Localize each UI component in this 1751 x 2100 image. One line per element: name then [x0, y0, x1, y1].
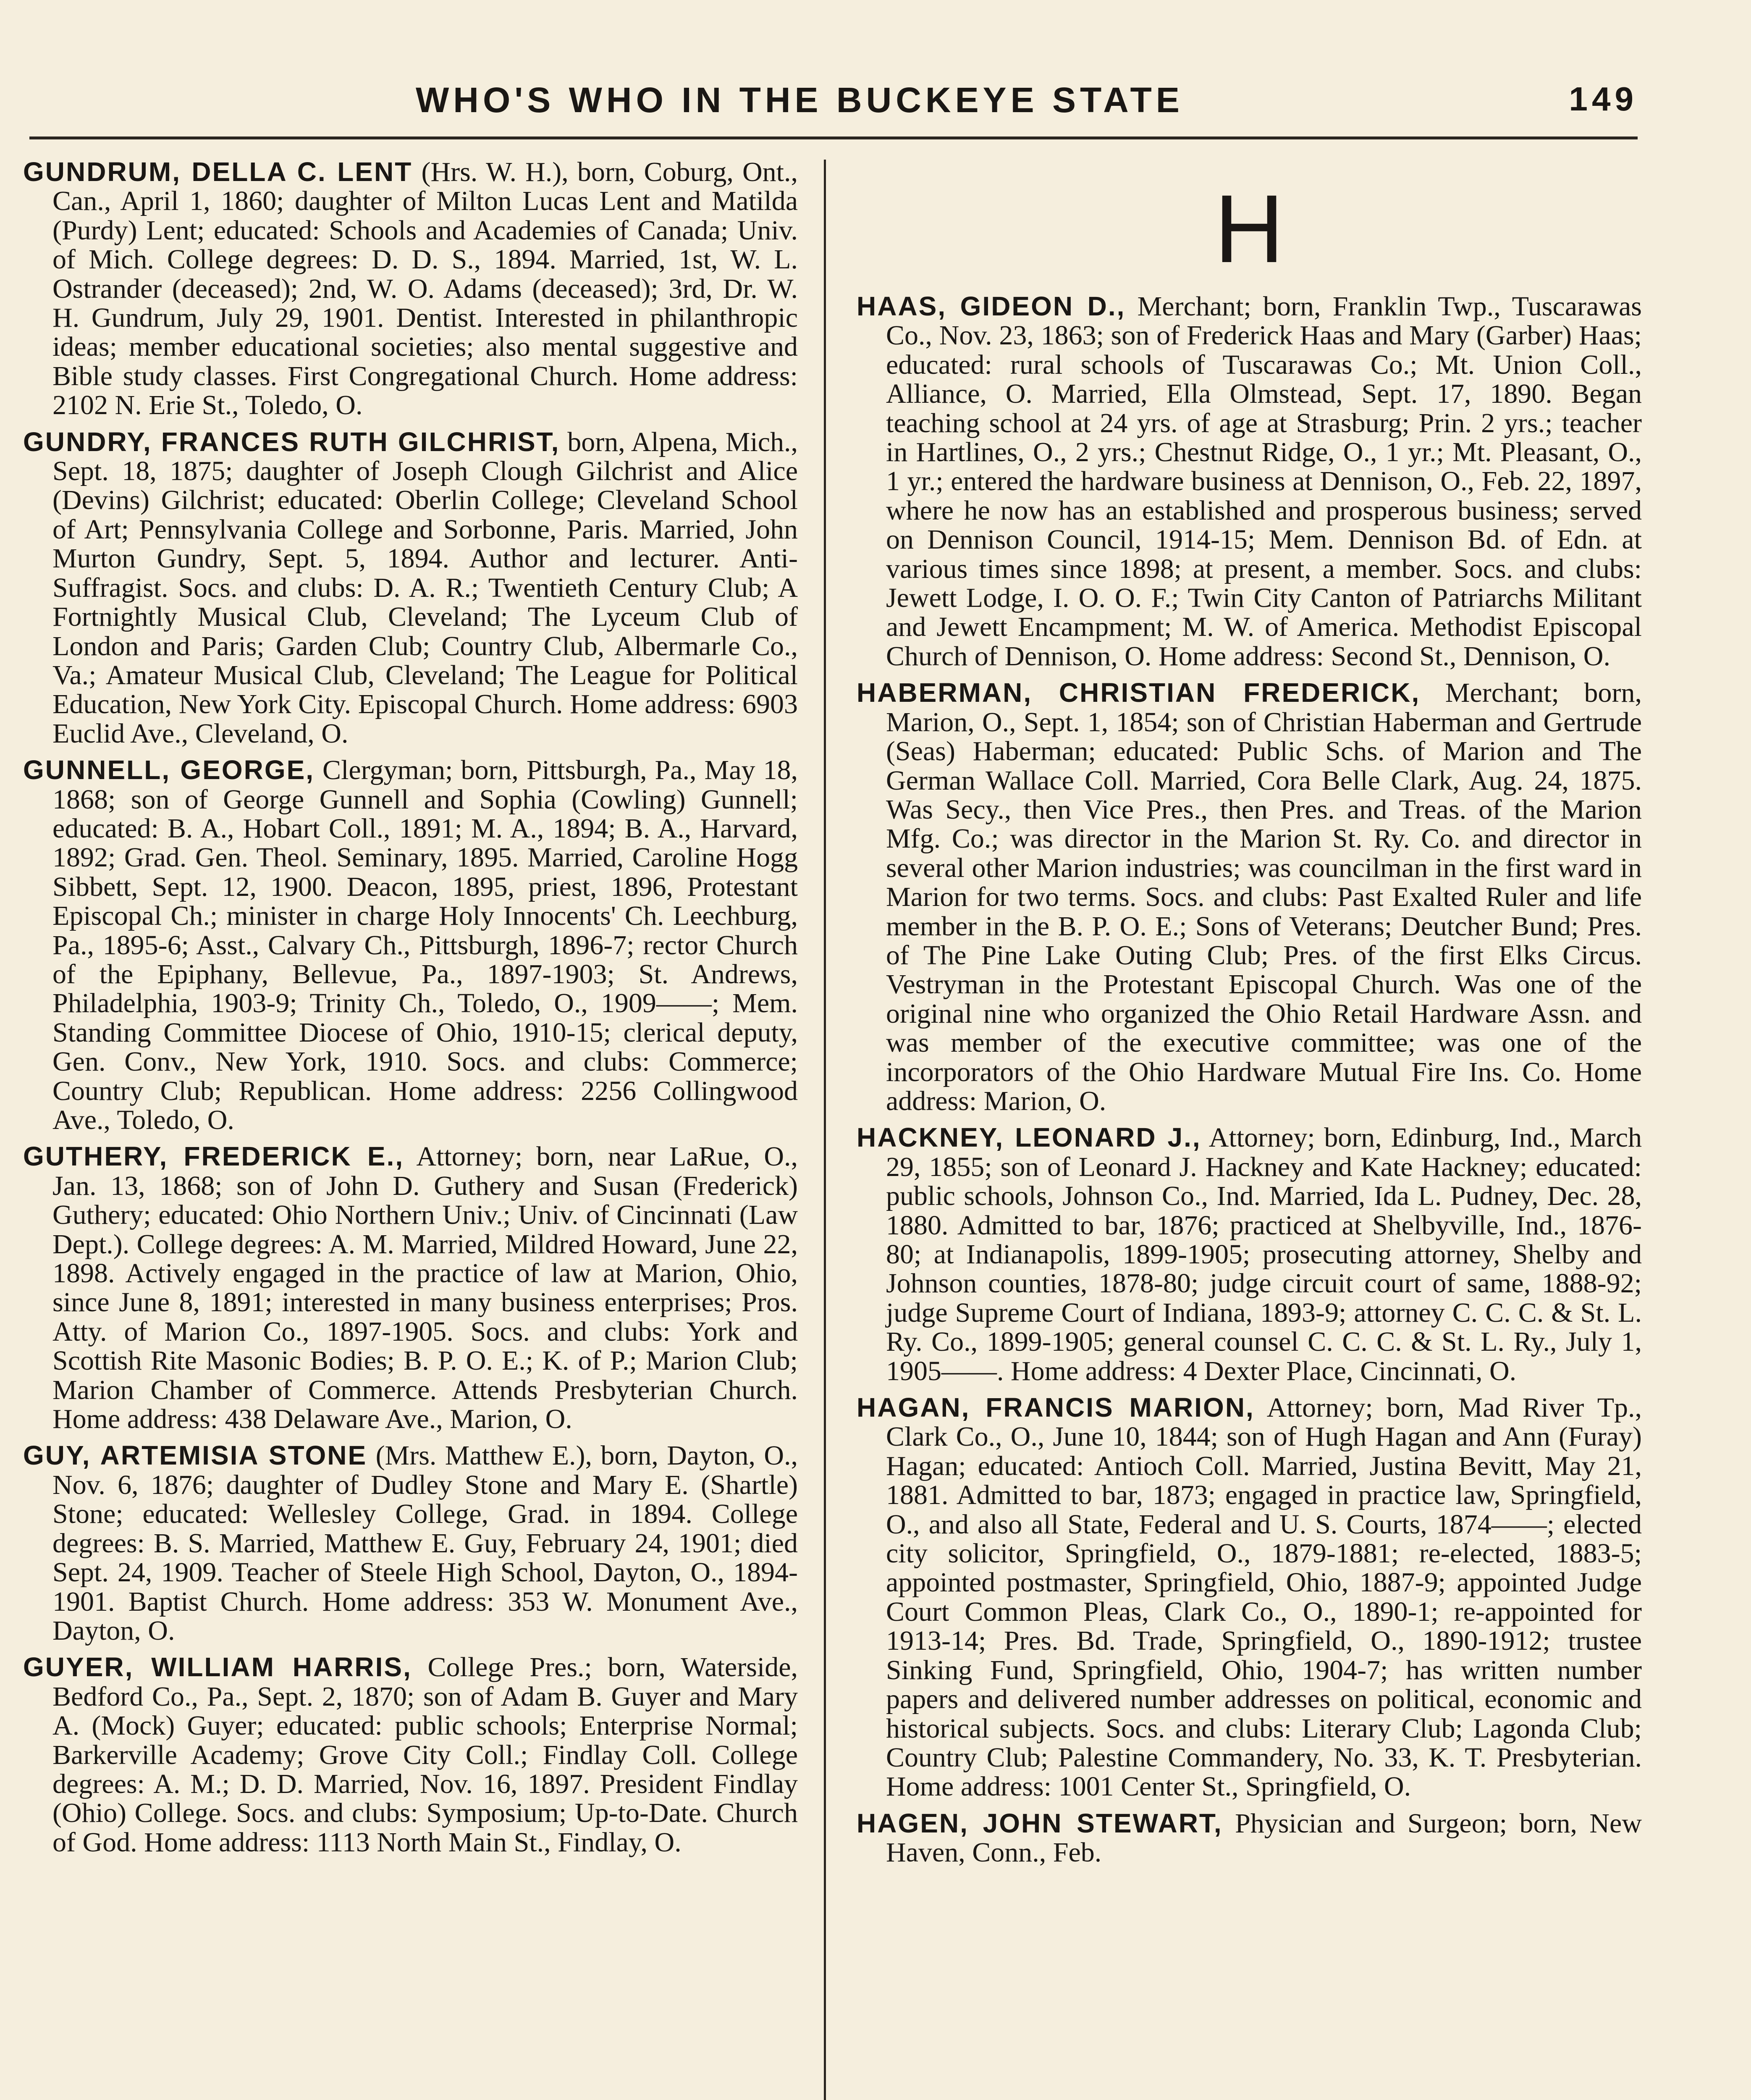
running-title: WHO'S WHO IN THE BUCKEYE STATE [416, 80, 1184, 120]
entry-text: Clergyman; born, Pittsburgh, Pa., May 18, 1868; son of George Gunnell and Sophia (Cowling) Gunnell; educated: B. A., Hobart Coll., 1891; M. A., 1894; B. A., Harvard, 1892; Grad. Gen. Theol. Seminary, 1895. Married, Caroline Hogg Sibbett, Sept. 12, 1900. Deacon, 1895, priest, 1896, Protestant Episcopal Ch.; minister in charge Holy Innocents' Ch. Leechburg, Pa., 1895-6; Asst., Calvary Ch., Pittsburgh, 1896-7; rector Church of the Epiphany, Bellevue, Pa., 1897-1903; St. Andrews, Philadelphia, 1903-9; Trinity Ch., Toledo, O., 1909——; Mem. Standing Committee Diocese of Ohio, 1910-15; clerical deputy, Gen. Conv., New York, 1910. Socs. and clubs: Commerce; Country Club; Republican. Home address: 2256 Collingwood Ave., Toledo, O. [52, 755, 798, 1135]
entry-text: (Mrs. Matthew E.), born, Dayton, O., Nov. 6, 1876; daughter of Dudley Stone and Mary E. (Shartle) Stone; educated: Wellesley College, Grad. in 1894. College degrees: B. S. Married, Matthew E. Guy, February 24, 1901; died Sept. 24, 1909. Teacher of Steele High School, Dayton, O., 1894-1901. Baptist Church. Home address: 353 W. Monument Ave., Dayton, O. [52, 1440, 798, 1646]
entry-text: Merchant; born, Marion, O., Sept. 1, 1854; son of Christian Haberman and Gertrude (Seas) Haberman; educated: Public Schs. of Marion and The German Wallace Coll. Married, Cora Belle Clark, Aug. 24, 1875. Was Secy., then Vice Pres., then Pres. and Treas. of the Marion Mfg. Co.; was director in the Marion St. Ry. Co. and director in several other Marion industries; was councilman in the first ward in Marion for two terms. Socs. and clubs: Past Exalted Ruler and life member in the B. P. O. E.; Sons of Veterans; Deutcher Bund; Pres. of The Pine Lake Outing Club; Pres. of the first Elks Circus. Vestryman in the Protestant Episcopal Church. Was one of the original nine who organized the Ohio Retail Hardware Assn. and was member of the executive committee; was one of the incorporators of the Ohio Hardware Mutual Fire Ins. Co. Home address: Marion, O. [886, 677, 1642, 1116]
entry-name: HAAS, GIDEON D., [857, 291, 1126, 321]
entry-name: GUNDRUM, DELLA C. LENT [23, 157, 413, 187]
biography-entry [857, 1809, 1642, 1867]
entry-name: GUTHERY, FREDERICK E., [23, 1141, 404, 1172]
right-column [857, 158, 1642, 1875]
header-rule [29, 136, 1638, 139]
entry-text: (Hrs. W. H.), born, Coburg, Ont., Can., April 1, 1860; daughter of Milton Lucas Lent and Matilda (Purdy) Lent; educated: Schools and Academies of Canada; Univ. of Mich. College degrees: D. D. S., 1894. Married, 1st, W. L. Ostrander (deceased); 2nd, W. O. Adams (deceased); 3rd, Dr. W. H. Gundrum, July 29, 1901. Dentist. Interested in philanthropic ideas; member educational societies; also mental suggestive and Bible study classes. First Congregational Church. Home address: 2102 N. Erie St., Toledo, O. [52, 157, 798, 421]
column-divider [824, 160, 826, 2100]
section-letter-heading: H [1214, 175, 1284, 283]
entry-name: HACKNEY, LEONARD J., [857, 1122, 1201, 1153]
entry-text: born, Alpena, Mich., Sept. 18, 1875; daughter of Joseph Clough Gilchrist and Alice (Devins) Gilchrist; educated: Oberlin College; Cleveland School of Art; Pennsylvania College and Sorbonne, Paris. Married, John Murton Gundry, Sept. 5, 1894. Author and lecturer. Anti-Suffragist. Socs. and clubs: D. A. R.; Twentieth Century Club; A Fortnightly Musical Club, Cleveland; The Lyceum Club of London and Paris; Garden Club; Country Club, Albermarle Co., Va.; Amateur Musical Club, Cleveland; The League for Political Education, New York City. Episcopal Church. Home address: 6903 Euclid Ave., Cleveland, O. [52, 426, 798, 749]
biography-entry [23, 158, 798, 420]
biography-entry [857, 678, 1642, 1116]
entry-name: HAGEN, JOHN STEWART, [857, 1808, 1223, 1838]
page-number: 149 [1569, 80, 1638, 118]
entry-text: Attorney; born, Mad River Tp., Clark Co., O., June 10, 1844; son of Hugh Hagan and Ann (Furay) Hagan; educated: Antioch Coll. Married, Justina Bevitt, May 21, 1881. Admitted to bar, 1873; engaged in practice law, Springfield, O., and also all State, Federal and U. S. Courts, 1874——; elected city solicitor, Springfield, O., 1879-1881; re-elected, 1883-5; appointed postmaster, Springfield, Ohio, 1887-9; appointed Judge Court Common Pleas, Clark Co., O., 1890-1; re-appointed for 1913-14; Pres. Bd. Trade, Springfield, O., 1890-1912; trustee Sinking Fund, Springfield, Ohio, 1904-7; has written number papers and delivered number addresses on political, economic and historical subjects. Socs. and clubs: Literary Club; Lagonda Club; Country Club; Palestine Commandery, No. 33, K. T. Presbyterian. Home address: 1001 Center St., Springfield, O. [886, 1392, 1642, 1802]
entry-name: GUNDRY, FRANCES RUTH GILCHRIST, [23, 426, 560, 457]
entry-text: Attorney; born, near LaRue, O., Jan. 13, 1868; son of John D. Guthery and Susan (Frederick) Guthery; educated: Ohio Northern Univ.; Univ. of Cincinnati (Law Dept.). College degrees: A. M. Married, Mildred Howard, June 22, 1898. Actively engaged in the practice of law at Marion, Ohio, since June 8, 1891; interested in many business enterprises; Pros. Atty. of Marion Co., 1897-1905. Socs. and clubs: York and Scottish Rite Masonic Bodies; B. P. O. E.; K. of P.; Marion Club; Marion Chamber of Commerce. Attends Presbyterian Church. Home address: 438 Delaware Ave., Marion, O. [52, 1141, 798, 1435]
page-header [50, 76, 1638, 126]
biography-entry [23, 756, 798, 1134]
biography-entry [23, 428, 798, 748]
biography-entry [23, 1653, 798, 1857]
biography-entry [857, 1393, 1642, 1801]
biography-entry [23, 1441, 798, 1645]
entry-text: Attorney; born, Edinburg, Ind., March 29, 1855; son of Leonard J. Hackney and Kate Hackney; educated: public schools, Johnson Co., Ind. Married, Ida L. Pudney, Dec. 28, 1880. Admitted to bar, 1876; practiced at Shelbyville, Ind., 1876-80; at Indianapolis, 1899-1905; prosecuting attorney, Shelby and Johnson counties, 1878-80; judge circuit court of same, 1888-92; judge Supreme Court of Indiana, 1893-9; attorney C. C. C. & St. L. Ry. Co., 1899-1905; general counsel C. C. C. & St. L. Ry., July 1, 1905——. Home address: 4 Dexter Place, Cincinnati, O. [886, 1122, 1642, 1386]
entry-text: Physician and Surgeon; born, New Haven, Conn., Feb. [886, 1808, 1642, 1868]
entry-text: Merchant; born, Franklin Twp., Tuscarawas Co., Nov. 23, 1863; son of Frederick Haas and Mary (Garber) Haas; educated: rural schools of Tuscarawas Co.; Mt. Union Coll., Alliance, O. Married, Ella Olmstead, Sept. 17, 1890. Began teaching school at 24 yrs. of age at Strasburg; Prin. 2 yrs.; teacher in Hartlines, O., 2 yrs.; Chestnut Ridge, O., 1 yr.; Mt. Pleasant, O., 1 yr.; entered the hardware business at Dennison, O., Feb. 22, 1897, where he now has an established and prosperous business; served on Dennison Council, 1914-15; Mem. Dennison Bd. of Edn. at various times since 1898; at present, a member. Socs. and clubs: Jewett Lodge, I. O. O. F.; Twin City Canton of Patriarchs Militant and Jewett Encampment; M. W. of America. Methodist Episcopal Church of Dennison, O. Home address: Second St., Dennison, O. [886, 291, 1642, 672]
left-column [23, 158, 798, 1864]
entry-name: GUNNELL, GEORGE, [23, 755, 315, 785]
biography-entry [857, 1123, 1642, 1386]
biography-entry [857, 292, 1642, 671]
entry-name: GUYER, WILLIAM HARRIS, [23, 1652, 412, 1683]
entry-text: College Pres.; born, Waterside, Bedford Co., Pa., Sept. 2, 1870; son of Adam B. Guyer and Mary A. (Mock) Guyer; educated: public schools; Enterprise Normal; Barkerville Academy; Grove City Coll.; Findlay Coll. College degrees: A. M.; D. D. Married, Nov. 16, 1897. President Findlay (Ohio) College. Socs. and clubs: Symposium; Up-to-Date. Church of God. Home address: 1113 North Main St., Findlay, O. [52, 1652, 798, 1858]
entry-name: HABERMAN, CHRISTIAN FREDERICK, [857, 677, 1421, 708]
entry-name: GUY, ARTEMISIA STONE [23, 1440, 367, 1471]
entry-name: HAGAN, FRANCIS MARION, [857, 1392, 1255, 1423]
biography-entry [23, 1142, 798, 1433]
